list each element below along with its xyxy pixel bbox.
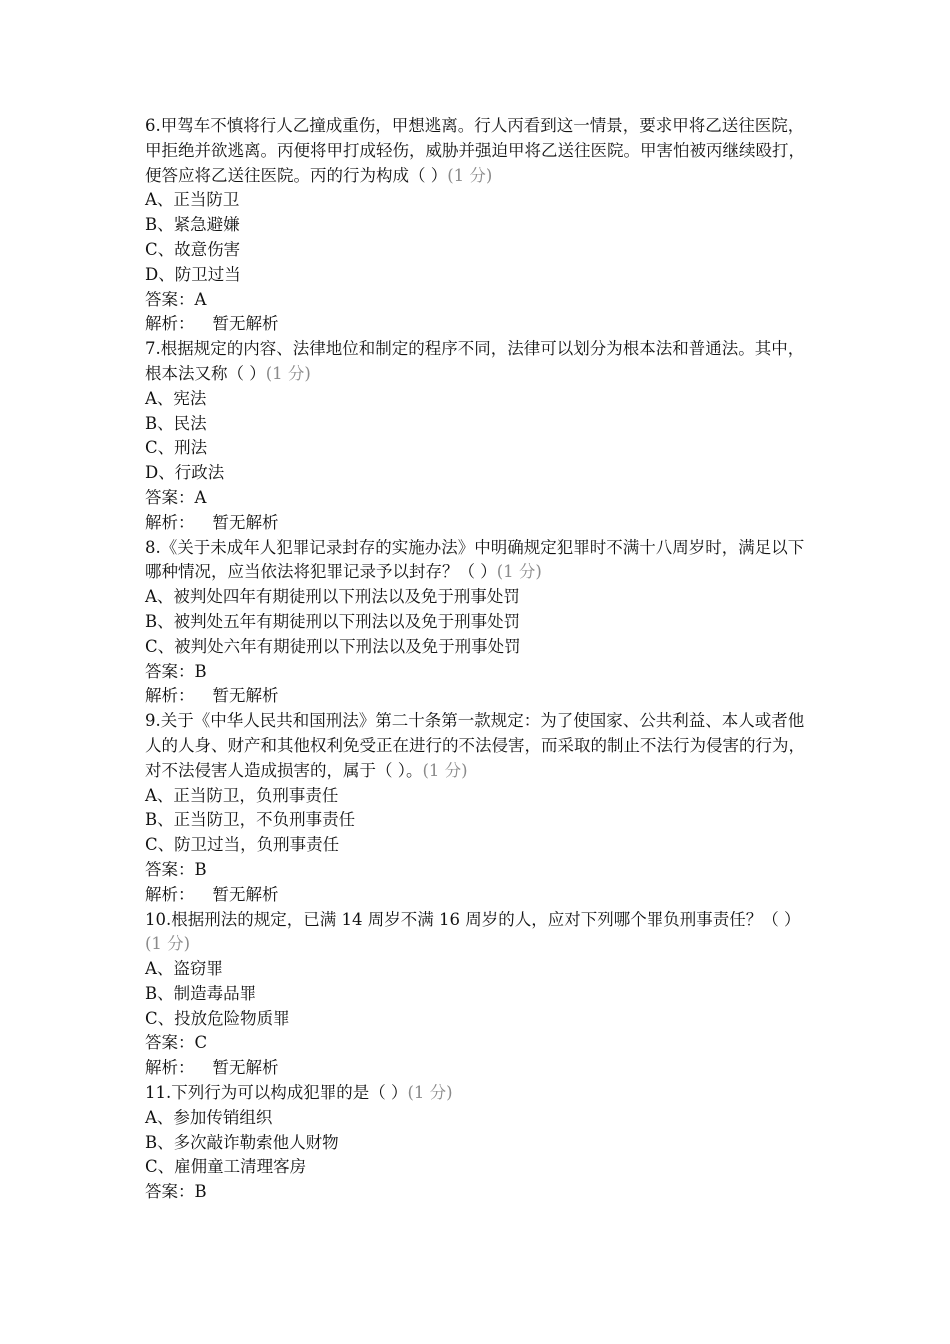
option-c: C、雇佣童工清理客房 — [145, 1157, 307, 1177]
question-10 — [145, 908, 815, 1082]
option-a: A、盗窃罪 — [145, 959, 223, 979]
answer: 答案：A — [145, 289, 207, 309]
option-d: D、行政法 — [145, 463, 225, 483]
answer: 答案：B — [145, 661, 207, 681]
option-b: B、正当防卫，不负刑事责任 — [145, 810, 356, 830]
option-c: C、故意伤害 — [145, 239, 241, 259]
question-text: 7.根据规定的内容、法律地位和制定的程序不同，法律可以划分为根本法和普通法。其中，根本法又称（ ） — [145, 339, 805, 383]
option-a: A、正当防卫 — [145, 190, 240, 210]
analysis-text: 暂无解析 — [212, 1058, 279, 1078]
option-c: C、被判处六年有期徒刑以下刑法以及免于刑事处罚 — [145, 636, 521, 656]
question-stem — [145, 709, 815, 783]
analysis-text: 暂无解析 — [212, 512, 279, 532]
analysis — [145, 312, 815, 337]
analysis — [145, 511, 815, 536]
option-b: B、紧急避嫌 — [145, 215, 240, 235]
question-score: (1 分) — [447, 165, 493, 185]
analysis — [145, 883, 815, 908]
option-b: B、民法 — [145, 413, 207, 433]
question-score: (1 分) — [407, 1083, 453, 1103]
analysis-label: 解析： — [145, 686, 195, 706]
question-9 — [145, 709, 815, 907]
answer: 答案：C — [145, 1033, 208, 1053]
analysis — [145, 684, 815, 709]
question-score: (1 分) — [265, 363, 311, 383]
question-stem — [145, 337, 815, 387]
question-text: 6.甲驾车不慎将行人乙撞成重伤，甲想逃离。行人丙看到这一情景，要求甲将乙送往医院，甲拒绝并欲逃离。丙便将甲打成轻伤，威胁并强迫甲将乙送往医院。甲害怕被丙继续殴打，便答应将乙送往医院。丙的行为构成（ ） — [145, 116, 805, 185]
question-stem — [145, 1081, 815, 1106]
question-stem — [145, 114, 815, 188]
question-6 — [145, 114, 815, 337]
option-c: C、投放危险物质罪 — [145, 1008, 290, 1028]
option-b: B、多次敲诈勒索他人财物 — [145, 1132, 339, 1152]
analysis — [145, 1056, 815, 1081]
option-b: B、制造毒品罪 — [145, 983, 257, 1003]
answer: 答案：B — [145, 1182, 207, 1202]
question-text: 8.《关于未成年人犯罪记录封存的实施办法》中明确规定犯罪时不满十八周岁时，满足以下哪种情况，应当依法将犯罪记录予以封存？（ ） — [145, 537, 805, 582]
question-11 — [145, 1081, 815, 1205]
answer: 答案：B — [145, 859, 207, 879]
option-c: C、刑法 — [145, 438, 208, 458]
question-stem — [145, 908, 815, 958]
analysis-text: 暂无解析 — [212, 884, 279, 904]
option-a: A、宪法 — [145, 388, 207, 408]
question-text: 9.关于《中华人民共和国刑法》第二十条第一款规定：为了使国家、公共利益、本人或者他人的人身、财产和其他权利免受正在进行的不法侵害，而采取的制止不法行为侵害的行为，对不法侵害人造成损害的，属于（ ）。 — [145, 711, 805, 780]
question-text: 10.根据刑法的规定，已满 14 周岁不满 16 周岁的人，应对下列哪个罪负刑事责任？（ ） — [145, 909, 801, 929]
question-stem — [145, 536, 815, 586]
analysis-label: 解析： — [145, 884, 195, 904]
analysis-label: 解析： — [145, 512, 195, 532]
question-score: (1 分) — [496, 562, 542, 582]
question-score: (1 分) — [145, 934, 191, 954]
option-b: B、被判处五年有期徒刑以下刑法以及免于刑事处罚 — [145, 611, 521, 631]
analysis-label: 解析： — [145, 1058, 195, 1078]
option-a: A、参加传销组织 — [145, 1107, 273, 1127]
question-score: (1 分) — [422, 760, 468, 780]
option-d: D、防卫过当 — [145, 264, 241, 284]
question-text: 11.下列行为可以构成犯罪的是（ ） — [145, 1083, 408, 1103]
question-list — [145, 114, 815, 1205]
answer: 答案：A — [145, 487, 207, 507]
analysis-text: 暂无解析 — [212, 314, 279, 334]
option-a: A、正当防卫，负刑事责任 — [145, 785, 339, 805]
analysis-label: 解析： — [145, 314, 195, 334]
option-a: A、被判处四年有期徒刑以下刑法以及免于刑事处罚 — [145, 587, 520, 607]
option-c: C、防卫过当，负刑事责任 — [145, 835, 340, 855]
analysis-text: 暂无解析 — [212, 686, 279, 706]
question-7 — [145, 337, 815, 535]
question-8 — [145, 536, 815, 710]
